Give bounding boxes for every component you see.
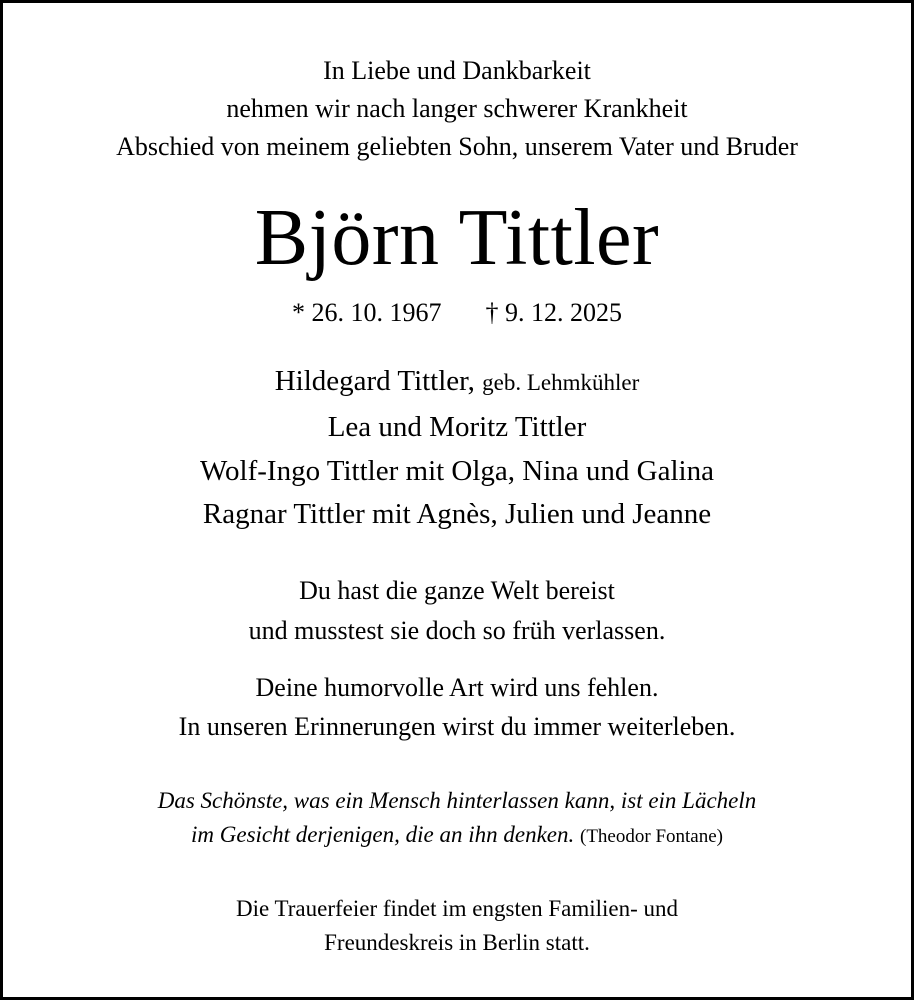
quote-line: Das Schönste, was ein Mensch hinterlassen kann, ist ein Lächeln	[157, 788, 757, 813]
verse-line: Du hast die ganze Welt bereist	[299, 576, 615, 605]
intro-line: In Liebe und Dankbarkeit	[323, 56, 591, 85]
intro-line: Abschied von meinem geliebten Sohn, unserem Vater und Bruder	[116, 132, 798, 161]
service-info-line: Freundeskreis in Berlin statt.	[324, 930, 590, 955]
service-info-line: Die Trauerfeier findet im engsten Familien- und	[235, 896, 678, 921]
deceased-name: Björn Tittler	[254, 194, 660, 282]
life-dates	[3, 300, 911, 326]
verse-line: Deine humorvolle Art wird uns fehlen.	[255, 673, 659, 702]
family-member: Lea und Moritz Tittler	[327, 411, 587, 443]
intro-line: nehmen wir nach langer schwerer Krankheit	[226, 94, 688, 123]
death-date: † 9. 12. 2025	[485, 298, 622, 327]
family-member: Wolf-Ingo Tittler mit Olga, Nina und Galina	[200, 455, 714, 487]
family-member: Ragnar Tittler mit Agnès, Julien und Jeanne	[202, 498, 712, 530]
quote-text: im Gesicht derjenigen, die an ihn denken.	[191, 822, 575, 847]
verse-line: In unseren Erinnerungen wirst du immer weiterleben.	[178, 712, 736, 741]
family-member	[3, 367, 911, 396]
quote-author: (Theodor Fontane)	[580, 826, 723, 847]
birth-date: * 26. 10. 1967	[292, 298, 442, 327]
maiden-name-note: geb. Lehmkühler	[482, 370, 640, 395]
quote-line	[3, 823, 911, 846]
family-member-name: Hildegard Tittler,	[274, 365, 475, 397]
verse-line: und musstest sie doch so früh verlassen.	[248, 616, 666, 645]
